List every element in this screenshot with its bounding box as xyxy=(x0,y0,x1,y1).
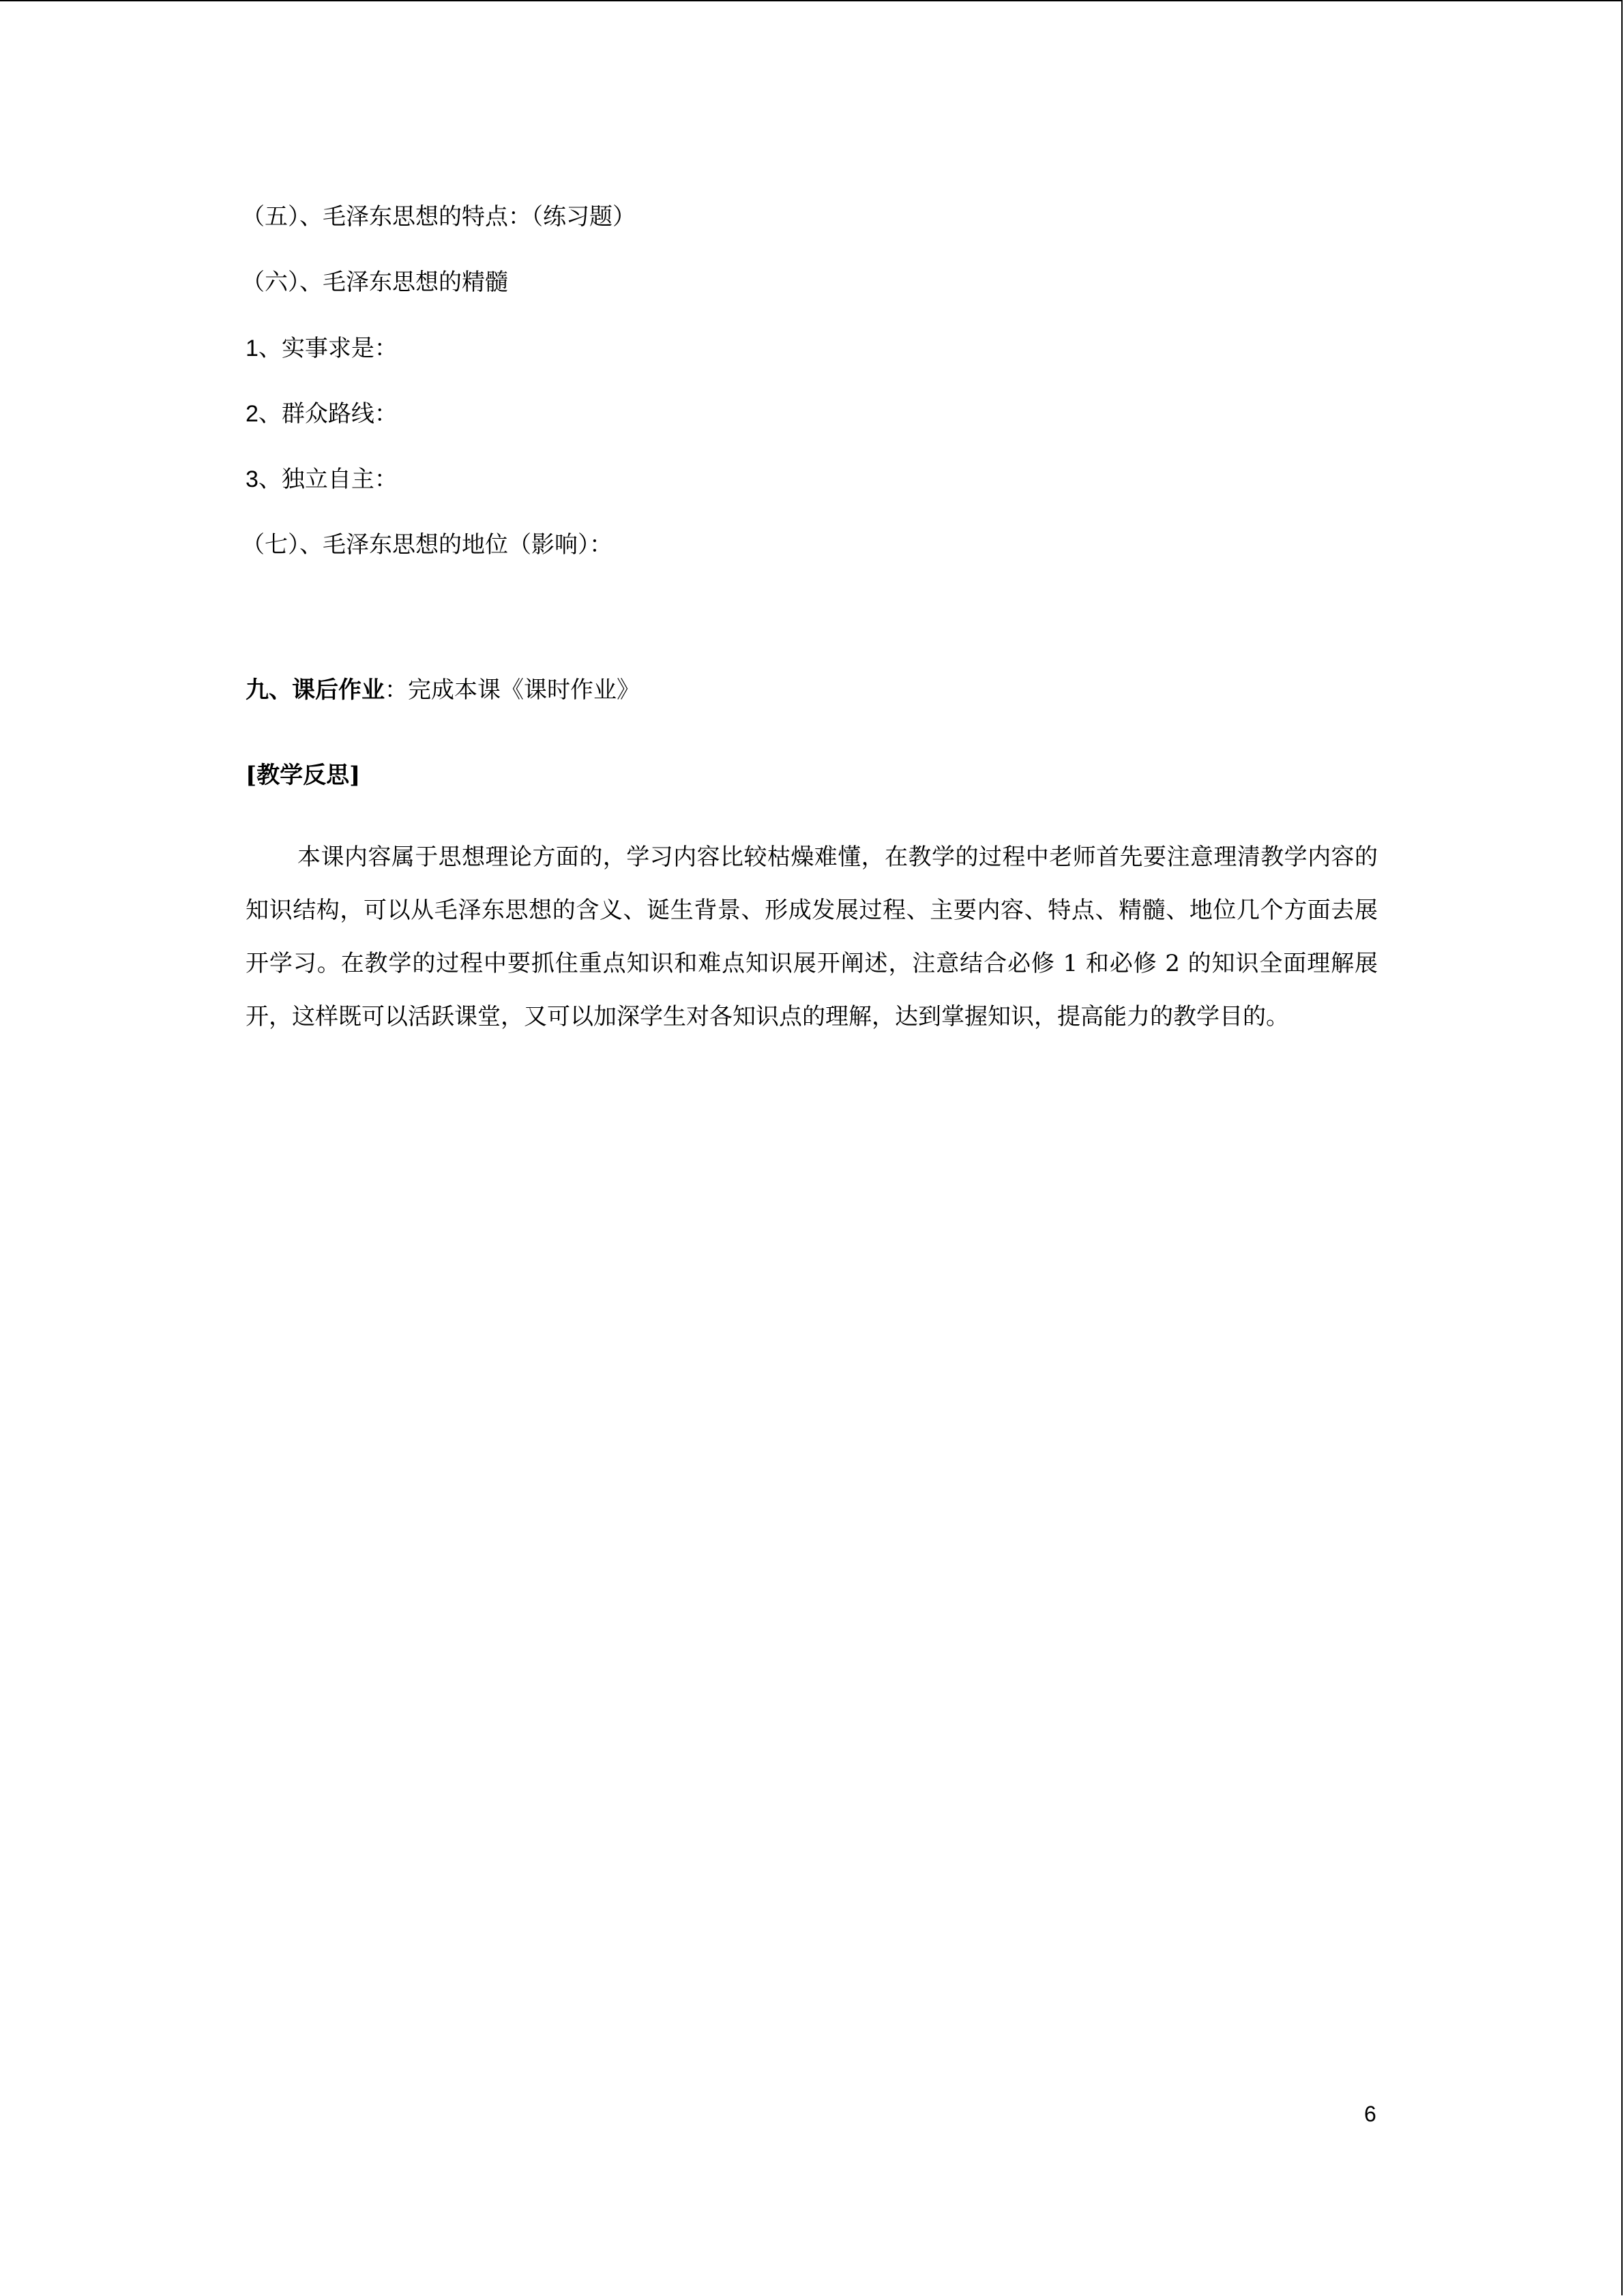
page-number: 6 xyxy=(1364,2102,1376,2126)
subitem-3-number: 3 xyxy=(246,466,259,492)
subitem-2-text: 、群众路线： xyxy=(258,400,398,428)
outline-item-5: （五）、毛泽东思想的特点：（练习题） xyxy=(241,203,636,230)
homework-label: 九、课后作业 xyxy=(246,676,385,704)
reflection-paragraph: 本课内容属于思想理论方面的，学习内容比较枯燥难懂，在教学的过程中老师首先要注意理清教学内容的知识结构，可以从毛泽东思想的含义、诞生背景、形成发展过程、主要内容、特点、精髓、地位几个方面去展开学习。在教学的过程中要抓住重点知识和难点知识展开阐述，注意结合必修 1 和必修 2 的知识全面理解展开，这样既可以活跃课堂，又可以加深学生对各知识点的理解，达到掌握知识，提高能力的教学目的。 xyxy=(246,844,1378,1030)
outline-subitem-2 xyxy=(246,400,398,428)
outline-item-6: （六）、毛泽东思想的精髓 xyxy=(241,269,508,296)
outline-item-7: （七）、毛泽东思想的地位（影响）： xyxy=(241,531,612,558)
homework-line xyxy=(246,676,640,704)
subitem-1-number: 1 xyxy=(246,336,259,361)
outline-subitem-3 xyxy=(246,466,398,493)
subitem-3-text: 、独立自主： xyxy=(258,466,398,493)
subitem-1-text: 、实事求是： xyxy=(258,335,398,362)
homework-colon: ： xyxy=(385,676,408,704)
homework-text: 完成本课《课时作业》 xyxy=(408,676,640,704)
outline-subitem-1 xyxy=(246,335,398,362)
reflection-heading: [教学反思] xyxy=(246,762,361,789)
subitem-2-number: 2 xyxy=(246,401,259,427)
